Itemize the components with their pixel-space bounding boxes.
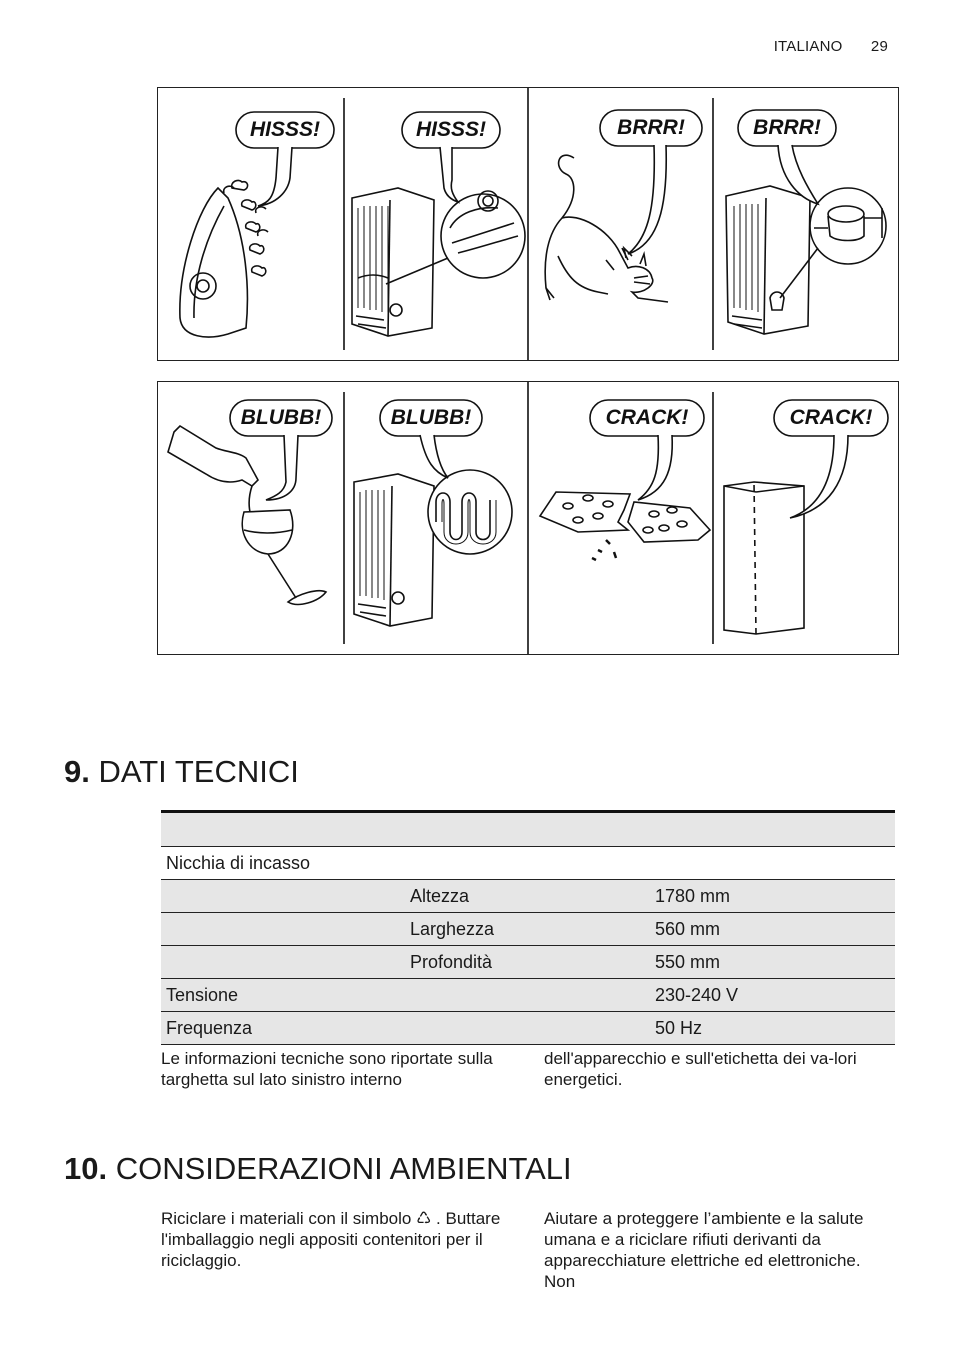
page-number: 29 <box>870 38 888 55</box>
bubble-brrr-2-text: BRRR! <box>753 116 821 139</box>
bubble-hisss-1-text: HISSS! <box>249 118 321 141</box>
bubble-brrr-1-text: BRRR! <box>617 116 685 139</box>
steam-iron-image <box>180 180 268 337</box>
speech-bubble-blubb-1 <box>230 400 332 500</box>
ice-tray-cracking-image <box>540 492 710 560</box>
table-cell <box>161 880 405 913</box>
fridge-back-blubb-image <box>354 470 512 626</box>
table-row <box>161 946 895 979</box>
page-header <box>774 38 888 55</box>
section-9-title: DATI TECNICI <box>98 754 299 789</box>
table-header-cell <box>161 812 405 847</box>
table-row <box>161 1012 895 1045</box>
table-cell: 550 mm <box>650 946 895 979</box>
table-cell: Larghezza <box>405 913 650 946</box>
bubble-hisss-2-text: HISSS! <box>415 118 487 141</box>
noise-illustrations-bottom <box>157 381 899 655</box>
speech-bubble-crack-1 <box>590 400 704 500</box>
noise-illustrations-top <box>157 87 899 361</box>
speech-bubble-hisss-1 <box>236 112 334 206</box>
table-cell <box>405 847 650 880</box>
table-cell: 560 mm <box>650 913 895 946</box>
table-header-row <box>161 812 895 847</box>
table-cell: 1780 mm <box>650 880 895 913</box>
table-cell: Altezza <box>405 880 650 913</box>
table-cell: Profondità <box>405 946 650 979</box>
table-cell: Frequenza <box>161 1012 405 1045</box>
table-cell <box>405 1012 650 1045</box>
table-cell: Nicchia di incasso <box>161 847 405 880</box>
table-cell <box>161 946 405 979</box>
section-10-number: 10. <box>64 1151 108 1186</box>
fridge-front-crack-image <box>724 482 804 634</box>
table-row <box>161 847 895 880</box>
table-cell <box>405 979 650 1012</box>
section-10-title: CONSIDERAZIONI AMBIENTALI <box>115 1151 572 1186</box>
technical-note-right: dell'apparecchio e sull'etichetta dei va-lori energetici. <box>544 1049 857 1089</box>
section-10-heading <box>64 1151 572 1187</box>
bubble-blubb-1-text: BLUBB! <box>240 406 322 429</box>
table-cell: 50 Hz <box>650 1012 895 1045</box>
language-label: ITALIANO <box>773 38 843 55</box>
section-9-number: 9. <box>64 754 90 789</box>
table-row <box>161 979 895 1012</box>
wine-bottle-glass-image <box>168 426 326 604</box>
table-cell <box>650 847 895 880</box>
table-row <box>161 913 895 946</box>
table-cell: 230-240 V <box>650 979 895 1012</box>
speech-bubble-blubb-2 <box>380 400 482 478</box>
illustration-bottom-svg <box>158 382 898 654</box>
bubble-crack-2-text: CRACK! <box>789 406 873 429</box>
table-cell: Tensione <box>161 979 405 1012</box>
illustration-top-svg <box>158 88 898 360</box>
speech-bubble-crack-2 <box>774 400 888 518</box>
table-header-cell <box>650 812 895 847</box>
technical-note-left: Le informazioni tecniche sono riportate sulla targhetta sul lato sinistro interno <box>161 1049 493 1089</box>
speech-bubble-brrr-1 <box>600 110 702 254</box>
speech-bubble-hisss-2 <box>402 112 500 202</box>
section-9-heading <box>64 754 299 790</box>
bubble-crack-1-text: CRACK! <box>605 406 689 429</box>
table-row <box>161 880 895 913</box>
fridge-back-brrr-image <box>726 186 886 334</box>
environment-text-right: Aiutare a proteggere l’ambiente e la salute umana e a riciclare rifiuti derivanti da apparecchiature elettriche ed elettroniche. Non <box>544 1209 864 1291</box>
table-header-cell <box>405 812 650 847</box>
environment-text-left: Riciclare i materiali con il simbolo ♺ . Buttare l'imballaggio negli appositi contenitori per il riciclaggio. <box>161 1209 501 1270</box>
bubble-blubb-2-text: BLUBB! <box>390 406 472 429</box>
fridge-back-hisss-image <box>352 188 525 336</box>
technical-data-table <box>161 810 895 1045</box>
table-cell <box>161 913 405 946</box>
